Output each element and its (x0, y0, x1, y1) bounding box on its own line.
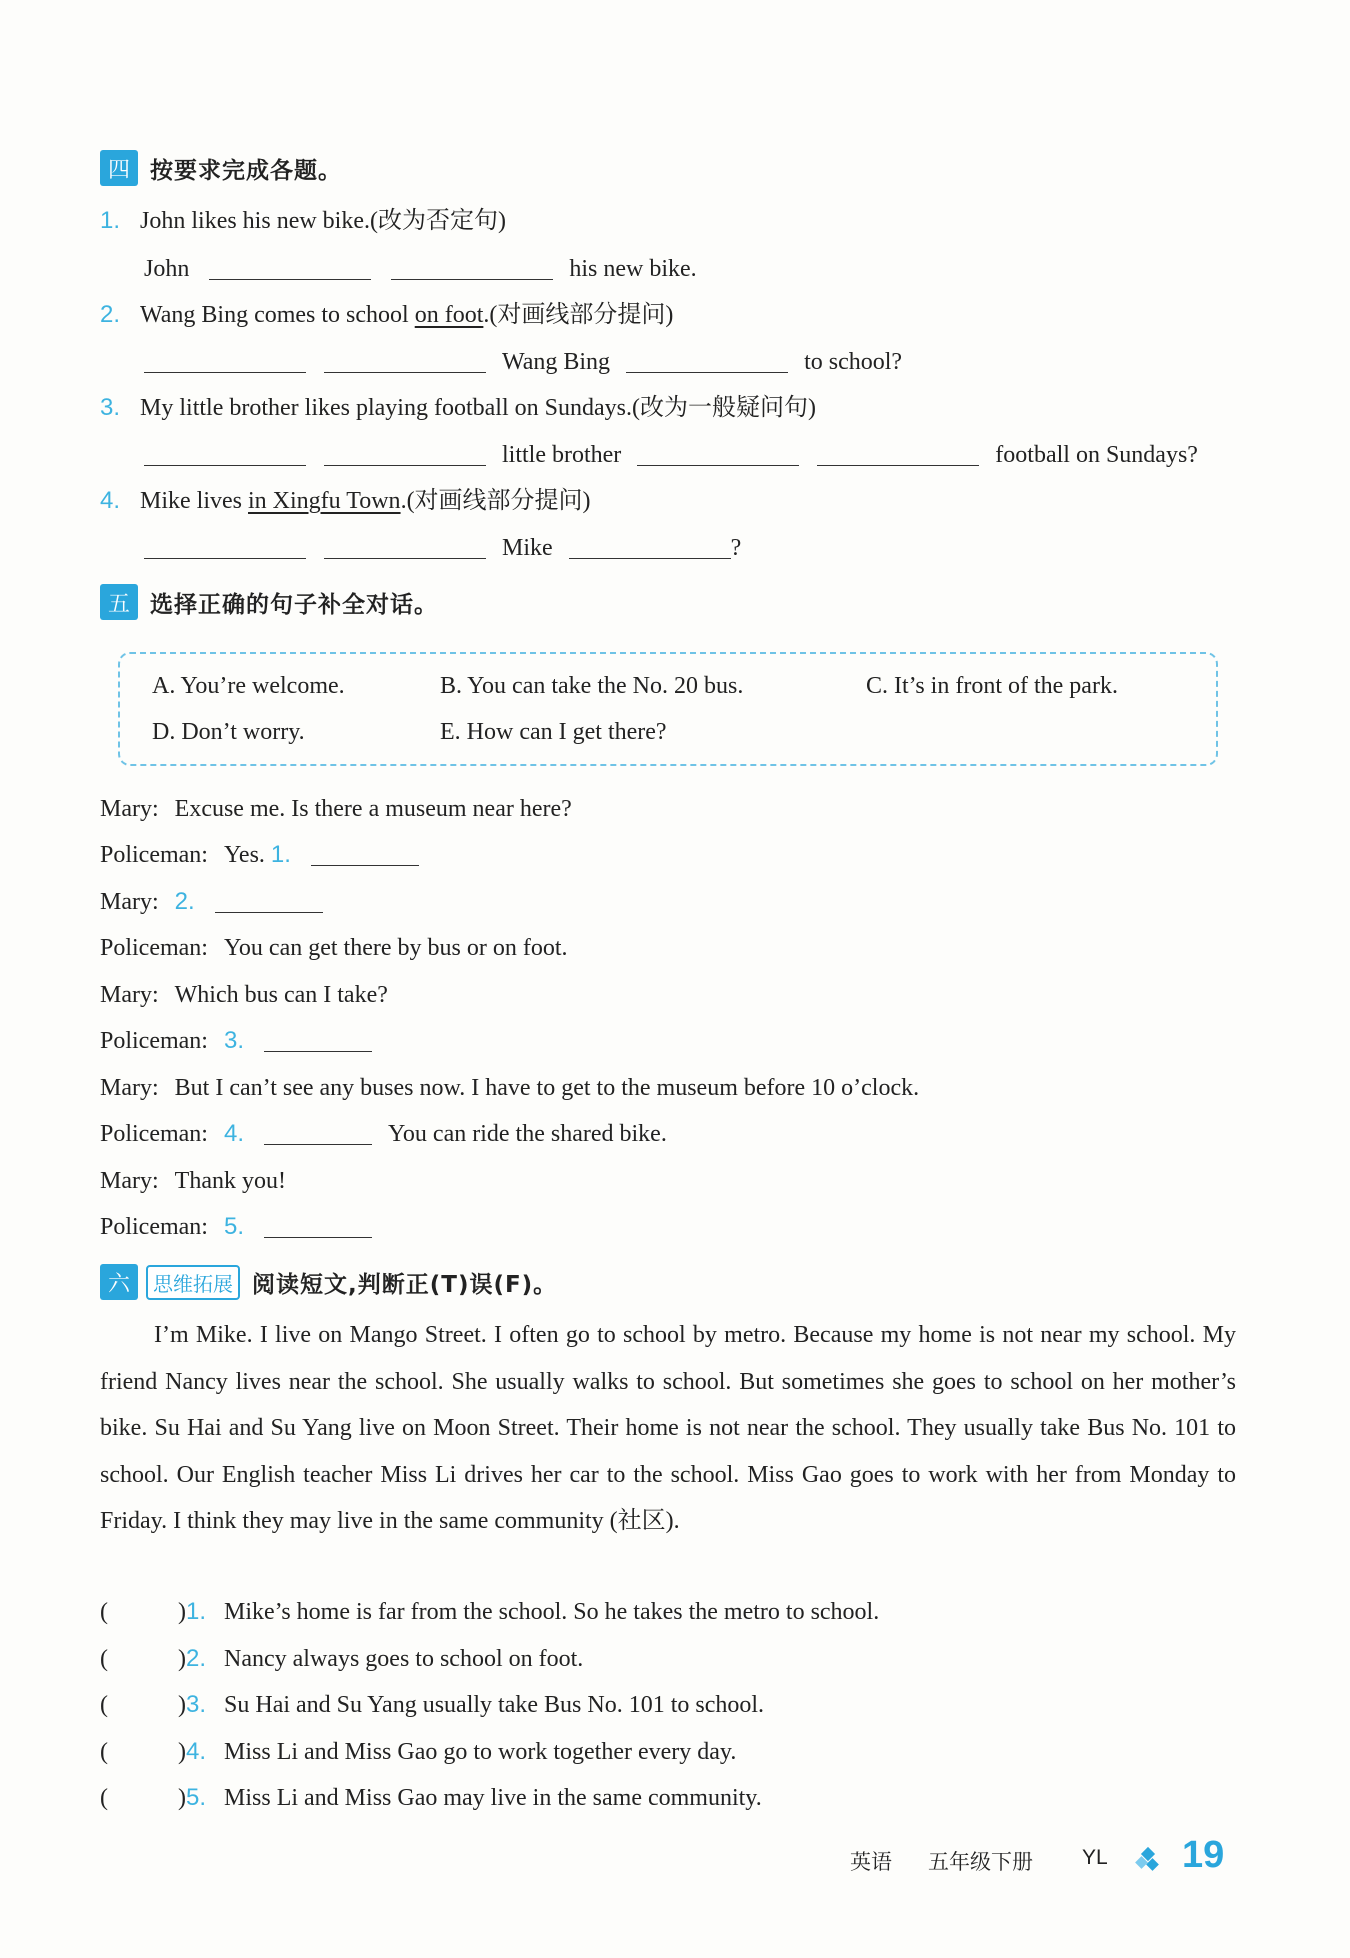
line-text: You can get there by bus or on foot. (223, 935, 568, 961)
tf-answer-space[interactable] (114, 1739, 172, 1763)
answer-suffix: to school? (804, 349, 903, 375)
answer-prefix: John (144, 256, 190, 282)
tf-bracket-open: ( (100, 1739, 108, 1765)
dialogue-line (100, 1026, 372, 1056)
answer-middle: Mike (502, 535, 553, 561)
q4-2-answer-line (144, 347, 902, 377)
line-text: You can ride the shared bike. (388, 1121, 667, 1147)
tf-bracket-close: ) (178, 1785, 186, 1811)
speaker: Policeman: (100, 1028, 208, 1054)
q4-4-answer-line (144, 533, 741, 563)
blank-number: 5. (223, 1213, 244, 1240)
option-b: B. You can take the No. 20 bus. (440, 673, 744, 699)
option-a: A. You’re welcome. (152, 673, 345, 699)
q4-2 (100, 300, 673, 330)
tf-answer-space[interactable] (114, 1646, 172, 1670)
underlined-phrase: on foot (414, 302, 484, 328)
blank-number: 4. (223, 1120, 244, 1147)
answer-blank[interactable] (264, 1120, 372, 1145)
tf-statement: Mike’s home is far from the school. So he takes the metro to school. (224, 1599, 880, 1625)
question-number: 4. (100, 487, 121, 514)
section-6-tag: 思维拓展 (146, 1265, 240, 1300)
footer-subject: 英语 (850, 1850, 892, 1874)
blank-number: 1. (270, 841, 291, 868)
section-4-header (100, 150, 342, 186)
section-6-header (100, 1264, 557, 1300)
q4-3 (100, 393, 816, 423)
answer-blank[interactable] (264, 1213, 372, 1238)
option-d: D. Don’t worry. (152, 719, 305, 745)
diamond-logo-icon (1134, 1846, 1164, 1876)
tf-answer-space[interactable] (114, 1599, 172, 1623)
reading-passage: I’m Mike. I live on Mango Street. I often go to school by metro. Because my home is not near my school. My friend Nancy lives near the school. She usually walks to school. But sometimes she goes to school on her mother’s bike. Su Hai and Su Yang live on Moon Street. Their home is not near the school. They usually take Bus No. 101 to school. Our English teacher Miss Li drives her car to the school. Miss Gao goes to work with her from Monday to Friday. I think they may live in the same community (社区). (100, 1322, 1236, 1534)
question-text: John likes his new bike.(改为否定句) (140, 208, 506, 234)
answer-blank[interactable] (817, 441, 979, 466)
q4-1 (100, 206, 506, 236)
q4-1-answer-line (144, 254, 697, 284)
tf-number: 2. (186, 1645, 207, 1672)
tf-bracket-open: ( (100, 1599, 108, 1625)
tf-bracket-close: ) (178, 1692, 186, 1718)
dialogue-line (100, 794, 572, 824)
question-number: 3. (100, 394, 121, 421)
tf-statement: Miss Li and Miss Gao go to work together every day. (224, 1739, 737, 1765)
page-number: 19 (1182, 1834, 1225, 1876)
dialogue-line (100, 887, 323, 917)
underlined-phrase: in Xingfu Town (248, 488, 401, 514)
tf-bracket-close: ) (178, 1739, 186, 1765)
dialogue-line (100, 933, 568, 963)
speaker: Policeman: (100, 1214, 208, 1240)
tf-bracket-open: ( (100, 1646, 108, 1672)
answer-blank[interactable] (626, 348, 788, 373)
options-box (118, 652, 1218, 766)
dialogue-line (100, 1119, 667, 1149)
question-text: My little brother likes playing football on Sundays.(改为一般疑问句) (140, 395, 816, 421)
line-text: But I can’t see any buses now. I have to get to the museum before 10 o’clock. (174, 1075, 920, 1101)
blank-number: 3. (223, 1027, 244, 1054)
question-number: 1. (100, 207, 121, 234)
tf-bracket-close: ) (178, 1646, 186, 1672)
section-6-title: 阅读短文,判断正(T)误(F)。 (252, 1271, 558, 1298)
line-text: Which bus can I take? (174, 982, 388, 1008)
answer-middle: little brother (502, 442, 622, 468)
answer-blank[interactable] (144, 348, 306, 373)
answer-blank[interactable] (324, 348, 486, 373)
dialogue-line (100, 840, 419, 870)
answer-blank[interactable] (637, 441, 799, 466)
speaker: Mary: (100, 796, 159, 822)
tf-statement: Miss Li and Miss Gao may live in the same community. (224, 1785, 762, 1811)
q4-4 (100, 486, 591, 516)
footer-edition: YL (1082, 1846, 1108, 1869)
tf-item (100, 1737, 736, 1767)
speaker: Policeman: (100, 935, 208, 961)
answer-suffix: ? (730, 535, 742, 561)
dialogue-line (100, 980, 388, 1010)
question-text-post: .(对画线部分提问) (483, 302, 674, 328)
tf-bracket-open: ( (100, 1785, 108, 1811)
question-text-post: .(对画线部分提问) (400, 488, 591, 514)
tf-item (100, 1644, 583, 1674)
tf-item (100, 1597, 879, 1627)
question-text-pre: Wang Bing comes to school (140, 302, 415, 328)
answer-blank[interactable] (144, 534, 306, 559)
tf-statement: Su Hai and Su Yang usually take Bus No. 101 to school. (224, 1692, 765, 1718)
answer-suffix: his new bike. (569, 256, 697, 282)
line-text: Excuse me. Is there a museum near here? (174, 796, 572, 822)
speaker: Mary: (100, 889, 159, 915)
option-e: E. How can I get there? (440, 719, 667, 745)
speaker: Mary: (100, 1075, 159, 1101)
speaker: Policeman: (100, 1121, 208, 1147)
tf-number: 3. (186, 1691, 207, 1718)
answer-blank[interactable] (215, 888, 323, 913)
answer-blank[interactable] (569, 534, 731, 559)
answer-blank[interactable] (391, 255, 553, 280)
tf-item (100, 1690, 764, 1720)
section-4-badge: 四 (100, 150, 138, 186)
section-5-badge: 五 (100, 584, 138, 620)
answer-blank[interactable] (311, 841, 419, 866)
speaker: Mary: (100, 1168, 159, 1194)
tf-number: 1. (186, 1598, 207, 1625)
answer-blank[interactable] (144, 441, 306, 466)
tf-statement: Nancy always goes to school on foot. (224, 1646, 584, 1672)
speaker: Mary: (100, 982, 159, 1008)
section-5-header (100, 584, 438, 620)
speaker: Policeman: (100, 842, 208, 868)
dialogue-line (100, 1166, 286, 1196)
tf-answer-space[interactable] (114, 1692, 172, 1716)
q4-3-answer-line (144, 440, 1198, 470)
dialogue-line (100, 1212, 372, 1242)
tf-answer-space[interactable] (114, 1785, 172, 1809)
option-c: C. It’s in front of the park. (866, 673, 1118, 699)
answer-blank[interactable] (209, 255, 371, 280)
line-text: Thank you! (174, 1168, 286, 1194)
line-text: Yes. (223, 842, 265, 868)
tf-bracket-close: ) (178, 1599, 186, 1625)
tf-number: 5. (186, 1784, 207, 1811)
answer-middle: Wang Bing (502, 349, 611, 375)
answer-suffix: football on Sundays? (995, 442, 1198, 468)
section-4-title: 按要求完成各题。 (150, 157, 342, 184)
section-5-title: 选择正确的句子补全对话。 (150, 591, 438, 618)
answer-blank[interactable] (324, 441, 486, 466)
tf-item (100, 1783, 762, 1813)
section-6-badge: 六 (100, 1264, 138, 1300)
footer-grade: 五年级下册 (928, 1850, 1033, 1874)
answer-blank[interactable] (324, 534, 486, 559)
dialogue-line (100, 1073, 919, 1103)
blank-number: 2. (174, 888, 195, 915)
tf-bracket-open: ( (100, 1692, 108, 1718)
answer-blank[interactable] (264, 1027, 372, 1052)
question-text-pre: Mike lives (140, 488, 249, 514)
tf-number: 4. (186, 1738, 207, 1765)
question-number: 2. (100, 301, 121, 328)
